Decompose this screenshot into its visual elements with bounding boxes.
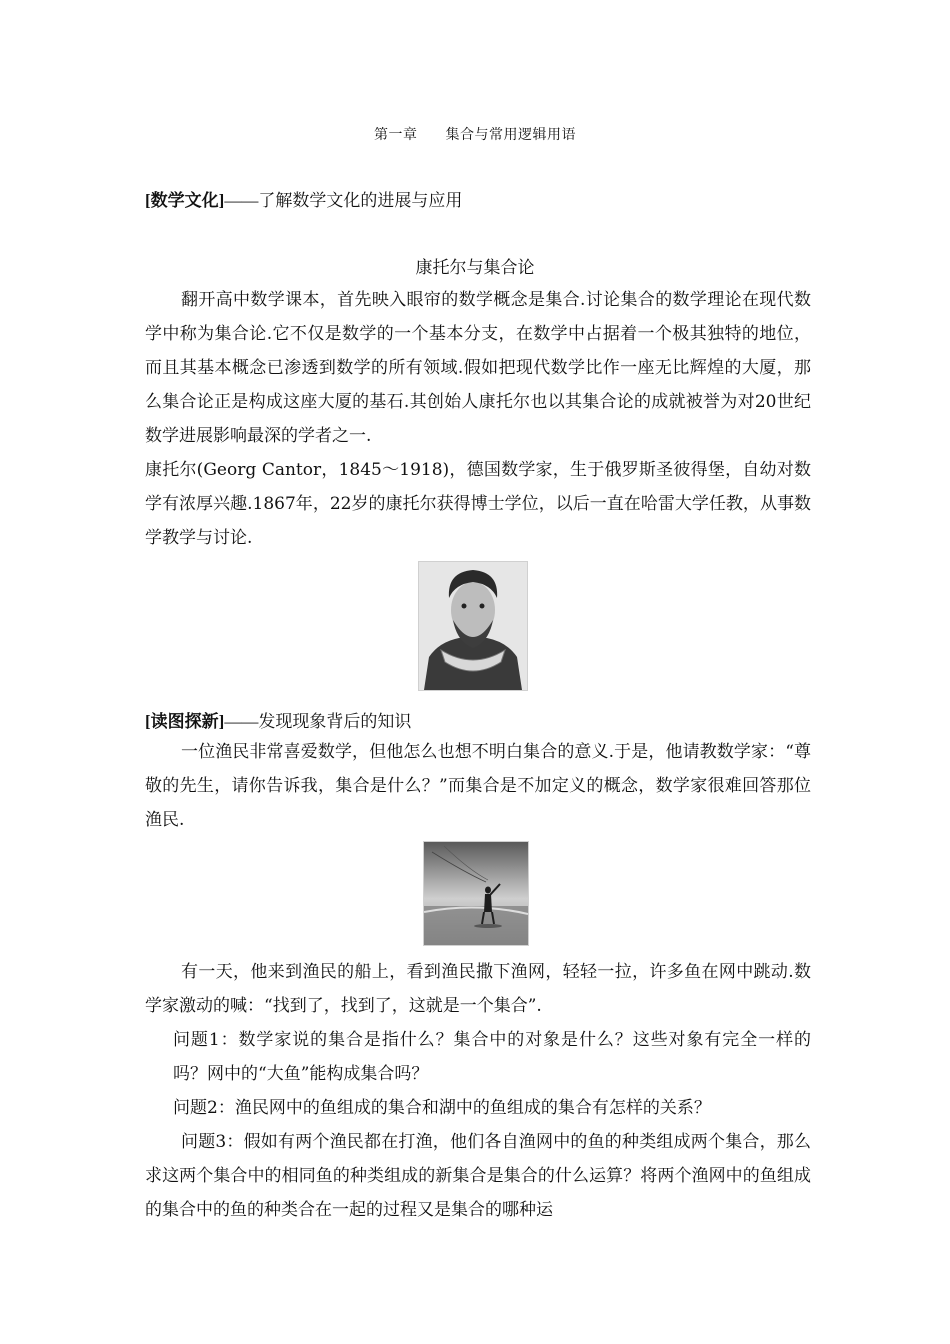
page-header xyxy=(0,124,950,144)
question-2: 问题2：渔民网中的鱼组成的集合和湖中的鱼组成的集合有怎样的关系？ xyxy=(173,1098,711,1118)
fisherman-photo xyxy=(423,841,529,946)
question-3: 问题3：假如有两个渔民都在打渔，他们各自渔网中的鱼的种类组成两个集合，那么求这两个集合中的相同鱼的种类组成的新集合是集合的什么运算？将两个渔网中的鱼组成的集合中的鱼的种类合在一起的过程又是集合的哪种运 xyxy=(145,1132,811,1220)
paragraph-net-story: 有一天，他来到渔民的船上，看到渔民撒下渔网，轻轻一拉，许多鱼在网中跳动.数学家激动的喊：“找到了，找到了，这就是一个集合”. xyxy=(145,962,811,1016)
cantor-portrait xyxy=(418,561,528,691)
section-subtitle: ——发现现象背后的知识 xyxy=(224,712,412,731)
paragraph-set-theory: 翻开高中数学课本，首先映入眼帘的数学概念是集合.讨论集合的数学理论在现代数学中称为集合论.它不仅是数学的一个基本分支，在数学中占据着一个极其独特的地位，而且其基本概念已渗透到数学的所有领域.假如把现代数学比作一座无比辉煌的大厦，那么集合论正是构成这座大厦的基石.其创始人康托尔也以其集合论的成就被誉为对20世纪数学进展影响最深的学者之一. xyxy=(145,290,811,446)
question-1: 问题1：数学家说的集合是指什么？集合中的对象是什么？这些对象有完全一样的吗？网中的“大鱼”能构成集合吗？ xyxy=(173,1030,811,1084)
fisherman-paragraph-block xyxy=(145,735,811,837)
paragraph-cantor-bio: 康托尔(Georg Cantor，1845～1918)，德国数学家，生于俄罗斯圣彼得堡，自幼对数学有浓厚兴趣.1867年，22岁的康托尔获得博士学位，以后一直在哈雷大学任教，从事数学教学与讨论. xyxy=(145,460,811,548)
section-read-picture xyxy=(145,707,411,732)
section-label: [读图探新] xyxy=(145,712,225,731)
portrait-illustration xyxy=(419,562,527,690)
chapter-label: 第一章 xyxy=(374,127,418,143)
section-math-culture xyxy=(145,186,462,211)
story-question-block xyxy=(145,955,811,1227)
section-subtitle: ——了解数学文化的进展与应用 xyxy=(224,191,463,210)
intro-paragraph-block xyxy=(145,283,811,555)
fisherman-illustration xyxy=(424,842,528,945)
paragraph-fisherman: 一位渔民非常喜爱数学，但他怎么也想不明白集合的意义.于是，他请教数学家：“尊敬的先生，请你告诉我，集合是什么？”而集合是不加定义的概念，数学家很难回答那位渔民. xyxy=(145,742,811,830)
chapter-title: 集合与常用逻辑用语 xyxy=(445,127,576,143)
article-title: 康托尔与集合论 xyxy=(415,258,535,278)
section-label: [数学文化] xyxy=(145,191,225,210)
